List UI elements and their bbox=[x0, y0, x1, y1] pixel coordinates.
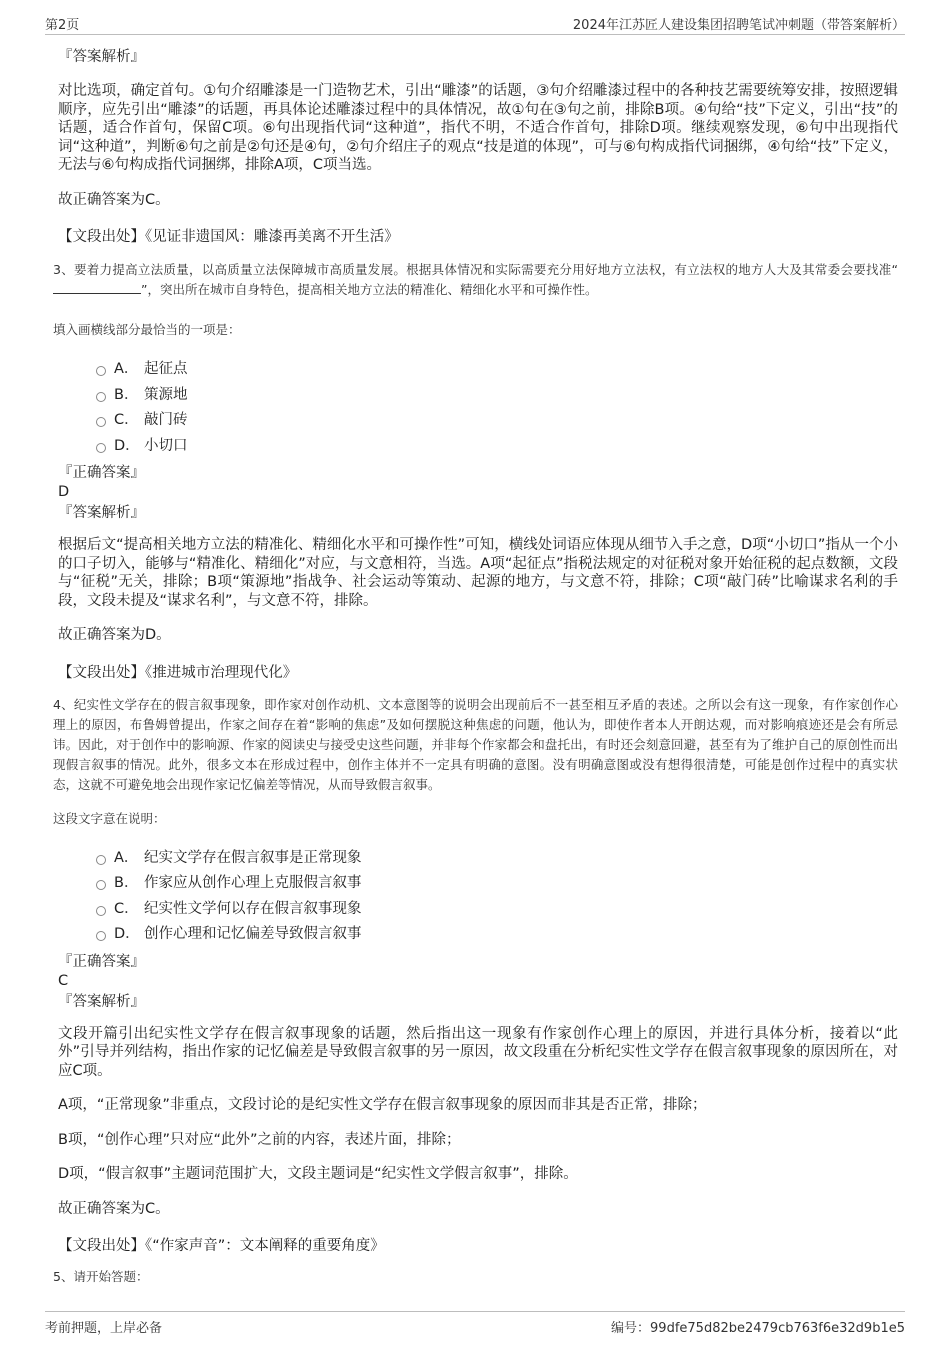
option-text: 起征点 bbox=[144, 361, 188, 377]
q4-note-a: A项，“正常现象”非重点，文段讨论的是纪实性文学存在假言叙事现象的原因而非其是否正常，排除； bbox=[58, 1097, 707, 1113]
q3-option-c[interactable] bbox=[58, 408, 898, 434]
option-letter: A． bbox=[114, 361, 139, 377]
q3-answer: D bbox=[58, 484, 70, 500]
q4-option-a[interactable] bbox=[58, 846, 898, 872]
option-text: 纪实文学存在假言叙事是正常现象 bbox=[144, 849, 362, 866]
source-label: 【文段出处】 bbox=[58, 664, 145, 681]
q3-conclusion: 故正确答案为D。 bbox=[58, 627, 171, 643]
source-label: 【文段出处】 bbox=[58, 229, 145, 245]
q4-number: 4、 bbox=[53, 696, 74, 712]
source-title: 《推进城市治理现代化》 bbox=[145, 664, 298, 681]
footer-code bbox=[611, 1317, 905, 1336]
q3-question bbox=[53, 260, 898, 300]
q4-note-d: D项，“假言叙事”主题词范围扩大，文段主题词是“纪实性文学假言叙事”，排除。 bbox=[58, 1166, 578, 1182]
q3-options bbox=[58, 357, 898, 459]
radio-icon[interactable] bbox=[96, 392, 106, 402]
option-letter: D． bbox=[114, 437, 140, 454]
page-footer bbox=[45, 1311, 905, 1336]
option-letter: B． bbox=[114, 875, 139, 891]
q4-conclusion: 故正确答案为C。 bbox=[58, 1200, 170, 1217]
source-title: 《见证非遗国风：雕漆再美离不开生活》 bbox=[145, 229, 399, 245]
page-header bbox=[45, 12, 905, 35]
option-text: 纪实性文学何以存在假言叙事现象 bbox=[144, 900, 362, 917]
source-label: 【文段出处】 bbox=[58, 1238, 145, 1254]
q4-note-b: B项，“创作心理”只对应“此外”之前的内容，表述片面，排除； bbox=[58, 1131, 461, 1148]
q4-option-c[interactable] bbox=[58, 897, 898, 923]
q2-analysis-label: 『答案解析』 bbox=[58, 49, 145, 65]
radio-icon[interactable] bbox=[96, 855, 106, 865]
q4-prompt: 这段文字意在说明： bbox=[53, 810, 166, 826]
q3-prompt: 填入画横线部分最恰当的一项是： bbox=[53, 322, 241, 337]
q3-option-d[interactable] bbox=[58, 434, 898, 460]
option-text: 作家应从创作心理上克服假言叙事 bbox=[144, 875, 362, 891]
radio-icon[interactable] bbox=[96, 880, 106, 890]
footer-slogan: 考前押题，上岸必备 bbox=[45, 1321, 163, 1336]
radio-icon[interactable] bbox=[96, 366, 106, 376]
footer-code-value: 99dfe75d82be2479cb763f6e32d9b1e5 bbox=[650, 1321, 905, 1336]
q4-option-b[interactable] bbox=[58, 871, 898, 897]
q4-options bbox=[58, 846, 898, 948]
document-title: 2024年江苏匠人建设集团招聘笔试冲刺题（带答案解析） bbox=[572, 18, 905, 33]
footer-code-label: 编号： bbox=[611, 1321, 651, 1336]
q2-conclusion: 故正确答案为C。 bbox=[58, 191, 170, 208]
radio-icon[interactable] bbox=[96, 906, 106, 916]
q4-answer: C bbox=[58, 972, 69, 989]
q3-analysis-label: 『答案解析』 bbox=[58, 505, 145, 521]
option-text: 创作心理和记忆偏差导致假言叙事 bbox=[144, 926, 362, 942]
q2-analysis: 对比选项，确定首句。①句介绍雕漆是一门造物艺术，引出“雕漆”的话题，③句介绍雕漆过程中的各种技艺需要统筹安排，按照逻辑顺序，应先引出“雕漆”的话题，再具体论述雕漆过程中的具体情况，故①句在③句之前，排除B项。④句给“技”下定义，引出“技”的话题，适合作首句，保留C项。⑥句出现指代词“这种道”，指代不明，不适合作首句，排除D项。继续观察发现，⑥句中出现指代词“这种道”，判断⑥句之前是②句还是④句，②句介绍庄子的观点“技是道的体现”，可与⑥句构成指代词捆绑，④句给“技”下定义，无法与⑥句构成指代词捆绑，排除A项，C项当选。 bbox=[58, 83, 898, 173]
q4-correct-label: 『正确答案』 bbox=[58, 953, 145, 970]
q3-text-before: 要着力提高立法质量，以高质量立法保障城市高质量发展。根据具体情况和实际需要充分用好地方立法权，有立法权的地方人大及其常委会要找准“ bbox=[74, 262, 899, 277]
q4-source bbox=[58, 1234, 898, 1255]
option-letter: C． bbox=[114, 900, 139, 917]
q3-text-after: ”，突出所在城市自身特色，提高相关地方立法的精准化、精细化水平和可操作性。 bbox=[141, 282, 598, 297]
q3-option-a[interactable] bbox=[58, 357, 898, 383]
radio-icon[interactable] bbox=[96, 931, 106, 941]
option-letter: B． bbox=[114, 386, 139, 403]
source-title: 《“作家声音”：文本阐释的重要角度》 bbox=[145, 1238, 385, 1254]
q3-correct-label: 『正确答案』 bbox=[58, 465, 145, 481]
q3-number: 3、 bbox=[53, 262, 75, 277]
q4-option-d[interactable] bbox=[58, 922, 898, 948]
q3-option-b[interactable] bbox=[58, 383, 898, 409]
option-letter: D． bbox=[114, 926, 140, 942]
q4-question bbox=[53, 695, 898, 795]
q2-source bbox=[58, 225, 898, 246]
page-number: 第2页 bbox=[45, 18, 80, 33]
option-letter: A． bbox=[114, 849, 139, 866]
q3-source bbox=[58, 661, 898, 682]
q4-analysis: 文段开篇引出纪实性文学存在假言叙事现象的话题，然后指出这一现象有作家创作心理上的原因，并进行具体分析，接着以“此外”引导并列结构，指出作家的记忆偏差是导致假言叙事的另一原因，故文段重在分析纪实性文学存在假言叙事现象的原因所在，对应C项。 bbox=[58, 1025, 898, 1079]
radio-icon[interactable] bbox=[96, 443, 106, 453]
page-content bbox=[53, 40, 899, 1287]
option-text: 小切口 bbox=[144, 437, 188, 454]
radio-icon[interactable] bbox=[96, 417, 106, 427]
q3-blank bbox=[53, 281, 141, 294]
q4-analysis-label: 『答案解析』 bbox=[58, 993, 145, 1010]
q4-text: 纪实性文学存在的假言叙事现象，即作家对创作动机、文本意图等的说明会出现前后不一甚至相互矛盾的表述。之所以会有这一现象，有作家创作心理上的原因，布鲁姆曾提出，作家之间存在着“影响的焦虑”及如何摆脱这种焦虑的问题，他认为，即使作者本人开朗达观，而对影响痕迹还是会有所忌讳。因此，对于创作中的影响源、作家的阅读史与接受史这些问题，并非每个作家都会和盘托出，有时还会刻意回避，甚至有为了维护自己的原创性而出现假言叙事的情况。此外，很多文本在形成过程中，创作主体并不一定具有明确的意图。没有明确意图或没有想得很清楚，可能是创作过程中的真实状态，这就不可避免地会出现作家记忆偏差等情况，从而导致假言叙事。 bbox=[53, 696, 898, 792]
option-text: 策源地 bbox=[144, 386, 188, 403]
q5-question: 5、请开始答题： bbox=[53, 1269, 149, 1284]
option-text: 敲门砖 bbox=[144, 412, 188, 428]
option-letter: C． bbox=[114, 412, 139, 428]
q3-analysis: 根据后文“提高相关地方立法的精准化、精细化水平和可操作性”可知，横线处词语应体现从细节入手之意，D项“小切口”指从一个小的口子切入，能够与“精准化、精细化”对应，与文意相符，当选。A项“起征点”指税法规定的对征税对象开始征税的起点数额，文段与“征税”无关，排除；B项“策源地”指战争、社会运动等策动、起源的地方，与文意不符，排除；C项“敲门砖”比喻谋求名利的手段，文段未提及“谋求名利”，与文意不符，排除。 bbox=[58, 537, 898, 609]
